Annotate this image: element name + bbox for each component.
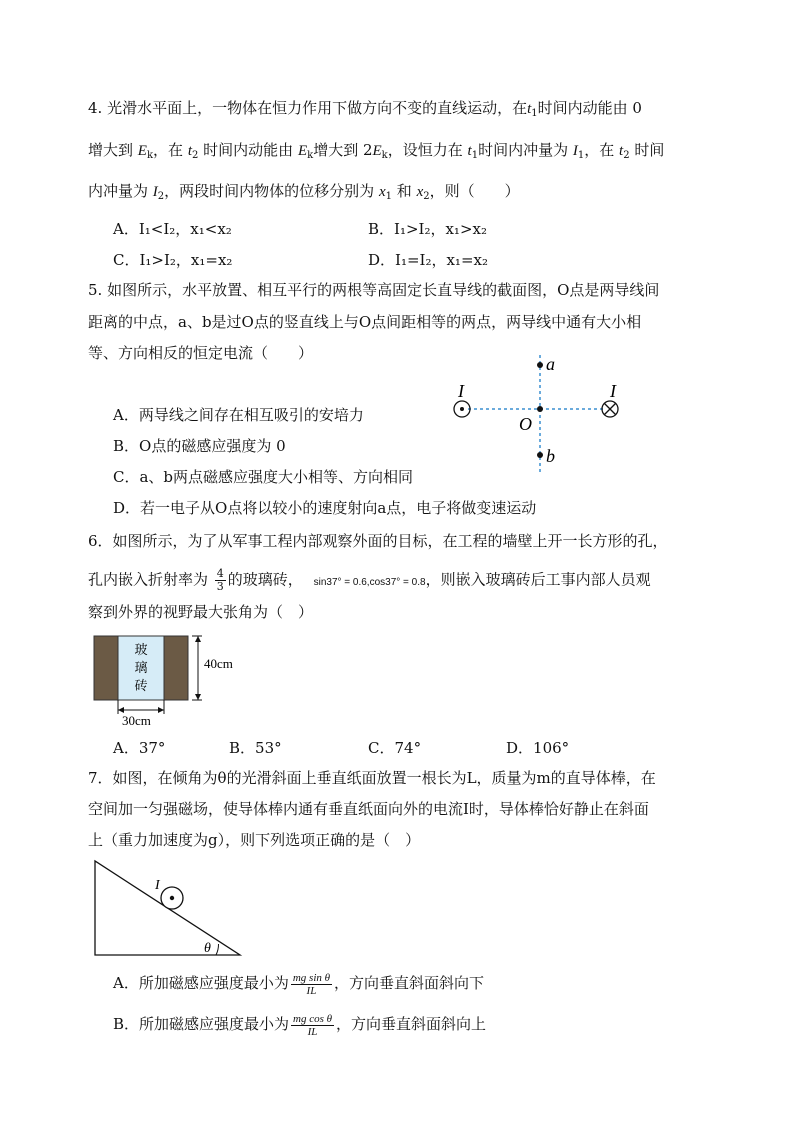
q5-option-c: C．a、b两点磁感应强度大小相等、方向相同	[113, 468, 414, 486]
height-label: 40cm	[204, 656, 233, 671]
q6-option-c: C．74°	[368, 739, 422, 757]
q6-option-b: B．53°	[229, 739, 282, 757]
q4-line2: 增大到 $E_k$，在 $t_2$ 时间内动能由 $E_k$增大到 $2E_k$，设恒力在 $t_1$时间内冲量为 $I_1$，在 $t_2$ 时间	[88, 141, 665, 161]
refractive-index-fraction: $\frac{4}{3}$	[216, 567, 224, 593]
q4-option-d: D．I₁=I₂，x₁=x₂	[368, 251, 488, 269]
wall-left	[94, 636, 118, 700]
label-b: b	[546, 446, 555, 466]
q6-line1: 6．如图所示，为了从军事工程内部观察外面的目标，在工程的墙壁上开一长方形的孔，	[88, 532, 668, 550]
q5-option-a: A．两导线之间存在相互吸引的安培力	[113, 406, 364, 424]
q7-option-b: B．所加磁感应强度最小为 $\frac{\text{mg cos θ}}{IL}$ ，方向垂直斜面斜向上	[113, 1012, 487, 1038]
q7-incline-diagram	[90, 858, 250, 960]
q4-option-c: C．I₁>I₂，x₁=x₂	[113, 251, 233, 269]
q4-option-b: B．I₁>I₂，x₁>x₂	[368, 220, 487, 238]
q5-line3: 等、方向相反的恒定电流（ ）	[88, 344, 314, 362]
label-o: O	[519, 414, 532, 434]
point-o	[537, 406, 543, 412]
label-current: I	[155, 878, 160, 893]
point-b	[537, 452, 543, 458]
wall-right	[164, 636, 188, 700]
label-theta: θ	[204, 941, 211, 956]
wire-into-page-icon	[602, 401, 618, 417]
label-a: a	[546, 354, 555, 374]
q7-a-fraction: $\frac{\text{mg sin θ}}{IL}$	[292, 971, 331, 997]
q4-line3: 内冲量为 $I_2$，两段时间内物体的位移分别为 $x_1$ 和 $x_2$，则（ ）	[88, 182, 520, 202]
angle-arc	[216, 944, 219, 955]
q7-line3: 上（重力加速度为g），则下列选项正确的是（ ）	[88, 831, 421, 849]
q6-line3: 察到外界的视野最大张角为（ ）	[88, 603, 314, 621]
svg-text:砖: 砖	[134, 679, 148, 694]
q7-line2: 空间加一匀强磁场，使导体棒内通有垂直纸面向外的电流I时，导体棒恰好静止在斜面	[88, 800, 649, 818]
q7-line1: 7．如图，在倾角为θ的光滑斜面上垂直纸面放置一根长为L，质量为m的直导体棒，在	[88, 769, 656, 787]
q5-line1: 5. 如图所示，水平放置、相互平行的两根等高固定长直导线的截面图，O点是两导线间	[88, 281, 660, 299]
q5-line2: 距离的中点，a、b是过O点的竖直线上与O点间距相等的两点，两导线中通有大小相	[88, 313, 642, 331]
q6-line2: 孔内嵌入折射率为 $\frac{4}{3}$ 的玻璃砖， sin37° = 0.6,cos37° = 0.8，则嵌入玻璃砖后工事内部人员观	[88, 567, 651, 593]
label-i-left: I	[458, 381, 464, 401]
point-a	[537, 362, 543, 368]
q7-option-a: A．所加磁感应强度最小为 $\frac{\text{mg sin θ}}{IL}$ ，方向垂直斜面斜向下	[113, 971, 485, 997]
q5-option-b: B．O点的磁感应强度为 0	[113, 437, 286, 455]
q4-option-a: A．I₁<I₂，x₁<x₂	[113, 220, 232, 238]
q6-option-d: D．106°	[506, 739, 570, 757]
q6-option-a: A．37°	[113, 739, 166, 757]
width-label: 30cm	[122, 713, 151, 728]
q6-glass-diagram	[92, 632, 252, 728]
svg-text:璃: 璃	[134, 661, 148, 676]
svg-text:玻: 玻	[134, 643, 148, 658]
conductor-rod-out-of-page-icon	[161, 887, 183, 909]
q4-line1: 4. 光滑水平面上，一物体在恒力作用下做方向不变的直线运动，在$t_1$时间内动能由 0	[88, 99, 642, 119]
q5-wire-diagram	[440, 345, 640, 480]
q7-b-fraction: $\frac{\text{mg cos θ}}{IL}$	[293, 1012, 333, 1038]
q5-option-d: D．若一电子从O点将以较小的速度射向a点，电子将做变速运动	[113, 499, 537, 517]
label-i-right: I	[610, 381, 616, 401]
wire-out-of-page-icon	[454, 401, 470, 417]
